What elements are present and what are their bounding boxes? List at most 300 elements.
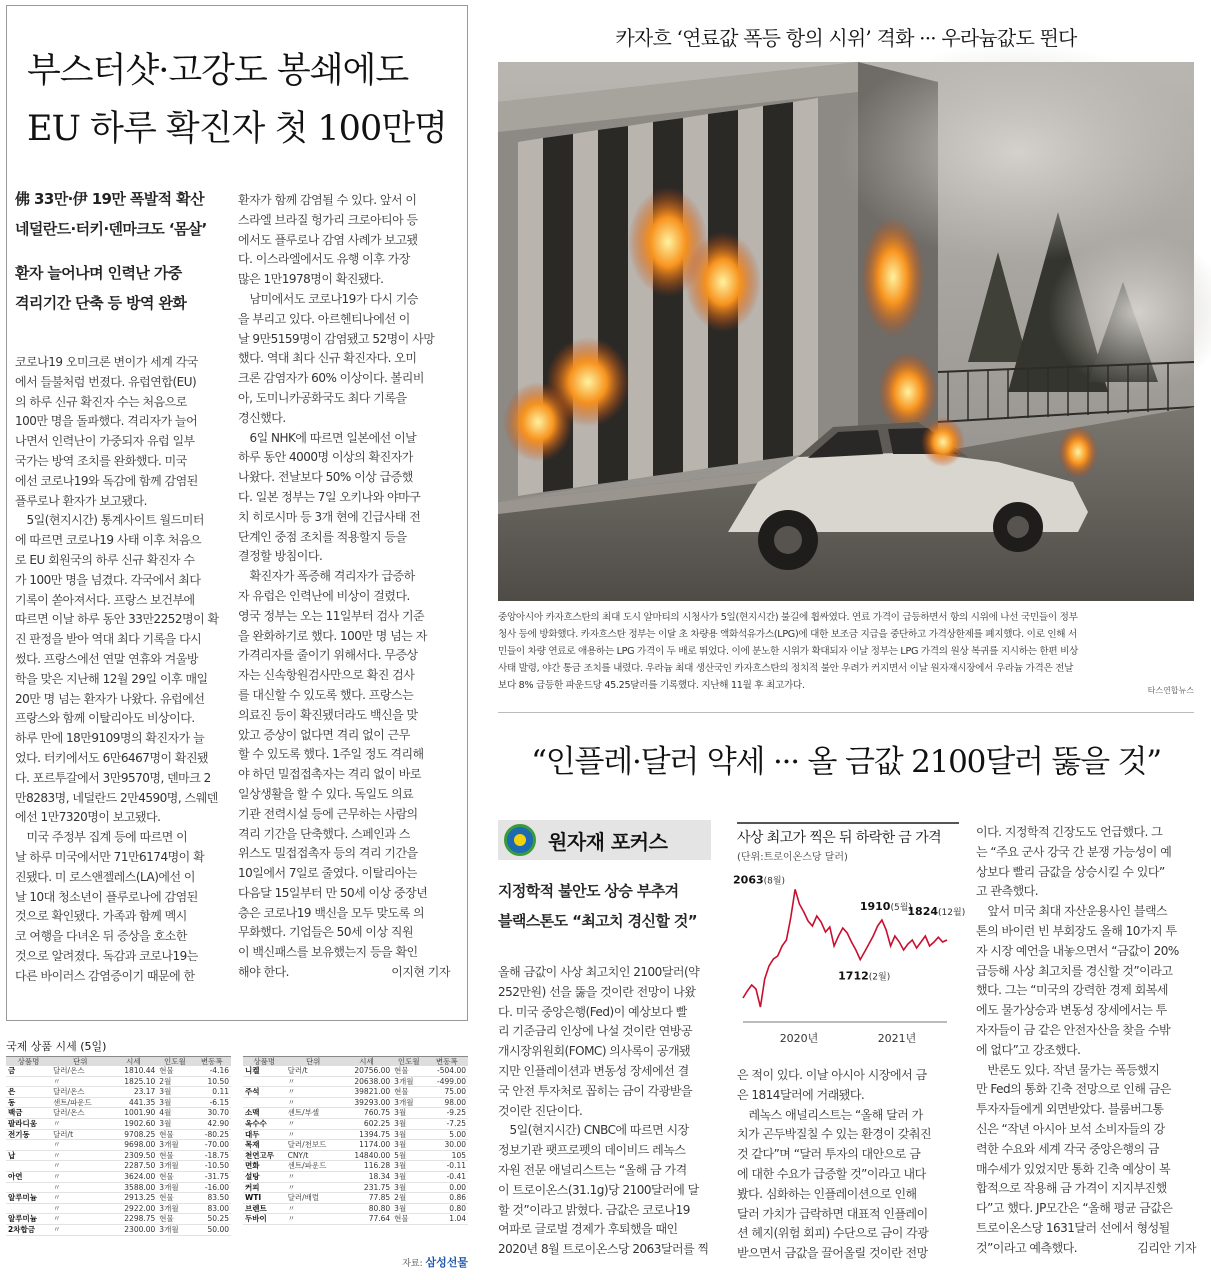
body-line: 프랑스와 함께 이탈리아도 비상이다. — [15, 711, 195, 726]
body-line: 앞서 미국 최대 자산운용사인 블랙스 — [976, 904, 1168, 919]
body-line: 자는 신속항원검사만으로 확진 검사 — [238, 668, 415, 683]
table-cell: 현물 — [392, 1066, 425, 1076]
table-cell: 현물 — [392, 1214, 425, 1225]
col-header: 인도월 — [157, 1057, 192, 1067]
body-line: 보다 8% 급등한 파운드당 45.25달러를 기록했다. 지난해 11월 후 최고가다. — [498, 680, 805, 691]
body-line: 것으로 알려졌다. 독감과 코로나19는 — [15, 948, 198, 963]
table-cell: 3개월 — [157, 1161, 192, 1172]
gold-body-column-1 — [498, 963, 718, 1260]
table-row — [243, 1161, 468, 1172]
table-cell: -6.15 — [192, 1097, 231, 1108]
table-cell: -16.00 — [192, 1182, 231, 1193]
data-label: 2063(8월) — [733, 873, 786, 887]
body-line: 다음달 15일부터 만 50세 이상 중장년 — [238, 885, 428, 900]
table-cell: 80.80 — [341, 1203, 392, 1214]
section-divider — [498, 712, 1194, 713]
col-header: 변동폭 — [425, 1057, 468, 1067]
body-line: 에도 물가상승과 변동성 장세에서는 투 — [976, 1003, 1167, 1018]
body-line: 신은 “작년 아시아 보석 소비자들의 강 — [976, 1121, 1165, 1136]
table-row — [6, 1171, 231, 1182]
table-cell: 알루미늄 — [6, 1214, 51, 1225]
table-row — [6, 1161, 231, 1172]
body-line: 격리 기간을 단축했다. 스페인과 스 — [238, 826, 410, 841]
table-cell: 3개월 — [157, 1203, 192, 1214]
table-row — [6, 1108, 231, 1119]
body-line: 나왔다. 전날보다 50% 이상 급증했 — [238, 470, 413, 485]
body-line: 6일 NHK에 따르면 일본에선 이날 — [238, 430, 417, 445]
body-line: 여파로 글로벌 경제가 후퇴했을 때인 — [498, 1222, 678, 1237]
table-cell: 3월 — [157, 1118, 192, 1129]
body-line: 가격리자를 줄이기 위해서다. 무증상 — [238, 648, 418, 663]
table-cell: 3월 — [392, 1161, 425, 1172]
table-cell: 30.70 — [192, 1108, 231, 1119]
body-line: 100만 명을 돌파했다. 격리자가 늘어 — [15, 414, 198, 429]
table-cell: 0.00 — [425, 1182, 468, 1193]
byline-row — [238, 963, 450, 983]
table-cell: 3월 — [392, 1129, 425, 1140]
gold-body-column-3 — [976, 823, 1196, 1259]
table-cell: 금 — [6, 1066, 51, 1076]
body-line: 은 적이 있다. 이날 아시아 시장에서 금 — [737, 1068, 927, 1082]
table-row — [6, 1087, 231, 1098]
body-line: 치가 곤두박질칠 수 있는 환경이 갖춰진 — [737, 1127, 932, 1142]
body-line: 국 안전 투자처로 꼽히는 금이 각광받을 — [498, 1083, 693, 1098]
table-cell: 현물 — [157, 1214, 192, 1225]
body-line: 에서 들불처럼 번졌다. 유럽연합(EU) — [15, 374, 197, 389]
badge-label: 원자재 포커스 — [548, 829, 668, 854]
body-line: 올해 금값이 사상 최고치인 2100달러(약 — [498, 965, 700, 979]
body-line: 252만원) 선을 뚫을 것이란 전망이 나왔 — [498, 984, 696, 999]
body-line: 날 하루 미국에서만 71만6174명이 확 — [15, 849, 205, 864]
col-header: 변동폭 — [192, 1057, 231, 1067]
table-cell: 83.50 — [192, 1193, 231, 1204]
body-line: 매수세가 있었지만 통화 긴축 예상이 복 — [976, 1161, 1171, 1176]
byline: 이지현 기자 — [391, 965, 450, 980]
table-cell: -80.25 — [192, 1129, 231, 1140]
table-cell: 2298.75 — [109, 1214, 157, 1225]
data-label: 1712(2월) — [838, 969, 891, 983]
table-cell: 아연 — [6, 1171, 51, 1182]
table-row — [6, 1066, 231, 1076]
table-cell: WTI — [243, 1193, 286, 1204]
table-cell: 3월 — [157, 1097, 192, 1108]
table-cell: 〃 — [51, 1193, 109, 1204]
table-cell: 50.00 — [192, 1224, 231, 1235]
body-line: 다. 미국 중앙은행(Fed)이 예상보다 빨 — [498, 1004, 687, 1019]
table-cell: 39821.00 — [341, 1087, 392, 1098]
table-cell: 9708.25 — [109, 1129, 157, 1140]
table-cell: CNY/t — [286, 1150, 341, 1161]
body-line: 스라엘 브라질 헝가리 크로아티아 등 — [238, 212, 418, 227]
table-cell: -9.25 — [425, 1108, 468, 1119]
target-icon — [504, 824, 536, 856]
table-cell: 설탕 — [243, 1171, 286, 1182]
body-line: 에선 1만7320명이 보고됐다. — [15, 810, 161, 825]
table-cell: 1810.44 — [109, 1066, 157, 1076]
body-line: 지만 인플레이션과 변동성 장세에선 결 — [498, 1063, 689, 1078]
article-body-column-1 — [15, 353, 227, 987]
table-cell: -504.00 — [425, 1066, 468, 1076]
chart-title: 사상 최고가 찍은 뒤 하락한 금 가격 — [737, 822, 959, 847]
table-cell: 3개월 — [157, 1182, 192, 1193]
table-cell: 소맥 — [243, 1108, 286, 1119]
body-line: 층은 코로나19 백신을 모두 맞도록 의 — [238, 905, 425, 920]
table-cell: 98.00 — [425, 1097, 468, 1108]
body-line: 만8283명, 네덜란드 2만4590명, 스웨덴 — [15, 790, 218, 805]
body-line: 가 100만 명을 넘겼다. 각국에서 최다 — [15, 572, 201, 587]
table-cell: 3월 — [157, 1087, 192, 1098]
body-line: 야 하던 밀접접촉자는 격리 없이 바로 — [238, 767, 421, 782]
body-line: 무화했다. 기업들은 50세 이상 직원 — [238, 925, 414, 940]
table-cell: 납 — [6, 1150, 51, 1161]
gold-story-headline: “인플레·달러 약세 ··· 올 금값 2100달러 뚫을 것” — [531, 744, 1161, 780]
table-cell: 달러/온스 — [51, 1108, 109, 1119]
table-cell — [6, 1182, 51, 1193]
body-line: 의 하루 신규 확진자 수는 처음으로 — [15, 394, 187, 409]
table-cell: 20756.00 — [341, 1066, 392, 1076]
table-cell: 3624.00 — [109, 1171, 157, 1182]
table-cell: 9698.00 — [109, 1140, 157, 1151]
body-line: 에서도 플루로나 감염 사례가 보고됐 — [238, 232, 418, 247]
col-header: 상품명 — [243, 1057, 286, 1067]
table-cell — [6, 1076, 51, 1087]
body-line: 진됐다. 미 로스앤젤레스(LA)에선 이 — [15, 869, 195, 884]
table-cell: 42.90 — [192, 1118, 231, 1129]
headline-line: EU 하루 확진자 첫 100만명 — [27, 109, 447, 149]
table-cell: 5월 — [392, 1150, 425, 1161]
body-line: 에 없다”고 강조했다. — [976, 1042, 1081, 1057]
table-cell: 현물 — [157, 1171, 192, 1182]
price-table-left — [6, 1056, 231, 1236]
table-cell: 14840.00 — [341, 1150, 392, 1161]
table-cell: 주석 — [243, 1087, 286, 1098]
table-row — [6, 1140, 231, 1151]
body-line: 10일에서 7일로 줄였다. 이탈리아는 — [238, 866, 417, 881]
body-line: 다. 포르투갈에서 3만9570명, 덴마크 2 — [15, 770, 211, 785]
body-line: 자 유럽은 인력난에 비상이 걸렸다. — [238, 588, 410, 603]
body-line: 달러 가치가 급락하면 대표적 인플레이 — [737, 1206, 928, 1221]
table-cell: 3월 — [392, 1108, 425, 1119]
body-line: 이다. 지정학적 긴장도도 언급했다. 그 — [976, 825, 1163, 839]
body-line: 은 1814달러에 거래됐다. — [737, 1087, 865, 1102]
body-line: 코 여행을 다녀온 뒤 증상을 호소한 — [15, 929, 187, 944]
prices-title: 국제 상품 시세 (5일) — [6, 1040, 107, 1053]
table-row — [243, 1214, 468, 1225]
table-cell: 3개월 — [157, 1224, 192, 1235]
body-line: 톤의 바이런 빈 부회장도 올해 10가지 투 — [976, 923, 1177, 938]
table-row — [6, 1203, 231, 1214]
body-line: 단계인 중점 조치를 적용할지 등을 — [238, 529, 407, 544]
col-header: 인도월 — [392, 1057, 425, 1067]
table-cell: 〃 — [51, 1214, 109, 1225]
table-cell: 〃 — [51, 1161, 109, 1172]
table-cell: 팔라디움 — [6, 1118, 51, 1129]
body-line: 다”고 했다. JP모간은 “올해 평균 금값은 — [976, 1201, 1173, 1216]
table-cell: 〃 — [51, 1203, 109, 1214]
table-row — [6, 1224, 231, 1235]
body-line: 력한 수요와 세계 각국 중앙은행의 금 — [976, 1141, 1159, 1156]
table-row — [243, 1140, 468, 1151]
body-line: 반론도 있다. 작년 물가는 폭등했지 — [976, 1062, 1160, 1077]
table-cell: 2287.50 — [109, 1161, 157, 1172]
body-line: 코로나19 오미크론 변이가 세계 각국 — [15, 355, 198, 369]
table-cell: 1001.90 — [109, 1108, 157, 1119]
table-row — [6, 1214, 231, 1225]
table-row — [243, 1087, 468, 1098]
table-cell: 77.64 — [341, 1214, 392, 1225]
body-line: 중앙아시아 카자흐스탄의 최대 도시 알마티의 시청사가 5일(현지시간) 불길에 휩싸였다. 연료 가격이 급등하면서 항의 시위에 나선 국민들이 정부 — [498, 612, 1078, 623]
table-cell: 1394.75 — [341, 1129, 392, 1140]
body-line: 것 같다”며 “달러 투자의 대안으로 금 — [737, 1147, 921, 1162]
table-row — [243, 1182, 468, 1193]
body-line: 치 히로시마 등 3개 현에 긴급사태 전 — [238, 509, 421, 524]
body-line: 했다. 역대 최다 신규 확진자다. 오미 — [238, 351, 417, 366]
body-line: 결정할 방침이다. — [238, 549, 323, 564]
table-cell: 〃 — [51, 1150, 109, 1161]
table-cell: 602.25 — [341, 1118, 392, 1129]
body-line: 크론 감염자가 60% 이상이다. 볼리비 — [238, 371, 424, 386]
byline: 김리안 기자 — [1137, 1240, 1196, 1255]
table-cell: 2300.00 — [109, 1224, 157, 1235]
col-header: 단위 — [51, 1057, 109, 1067]
body-line: 레녹스 애널리스트는 “올해 달러 가 — [737, 1107, 923, 1122]
table-cell: 3월 — [392, 1203, 425, 1214]
table-row — [6, 1118, 231, 1129]
subhead-line: 환자 늘어나며 인력난 가중 — [15, 264, 182, 282]
body-line: 청사 등에 방화했다. 카자흐스탄 정부는 이달 초 차량용 액화석유가스(LPG)에 대한 보조금 지급을 중단하고 가격상한제를 폐지했다. 이로 인해 서 — [498, 629, 1077, 640]
table-row — [243, 1171, 468, 1182]
table-header-row — [243, 1057, 468, 1067]
table-cell: 1902.60 — [109, 1118, 157, 1129]
body-line: 다른 바이러스 감염증이기 때문에 한 — [15, 968, 195, 983]
subhead-line: 지정학적 불안도 상승 부추겨 — [498, 882, 679, 900]
data-label: 1824(12월) — [907, 905, 966, 919]
table-cell: 760.75 — [341, 1108, 392, 1119]
article-subheads — [15, 184, 230, 318]
table-cell: -0.11 — [425, 1161, 468, 1172]
table-row — [243, 1203, 468, 1214]
table-row — [243, 1076, 468, 1087]
table-cell: 현물 — [157, 1066, 192, 1076]
body-line: 트로이온스당 1631달러 선에서 형성될 — [976, 1220, 1170, 1235]
col-header: 상품명 — [6, 1057, 51, 1067]
chart-unit: (단위:트로이온스당 달러) — [737, 852, 848, 863]
table-cell: 〃 — [286, 1076, 341, 1087]
body-line: 개시장위원회(FOMC) 의사록이 공개됐 — [498, 1044, 691, 1059]
body-line: 확진자가 폭증해 격리자가 급증하 — [238, 569, 415, 584]
data-label: 1910(5월) — [859, 900, 912, 913]
table-cell — [6, 1161, 51, 1172]
body-line: 민들이 차량 연료로 애용하는 LPG 가격이 두 배로 뛰었다. 이에 분노한 시위가 확대되자 이날 정부는 LPG 가격의 원상 복귀를 지시하는 한편 비상 — [498, 646, 1079, 657]
body-line: 사태 발령, 야간 통금 조치를 내렸다. 우라늄 최대 생산국인 카자흐스탄의 정치적 불안 우려가 커지면서 이날 원자재시장에서 우라늄 가격은 전날 — [498, 663, 1074, 674]
body-line: 남미에서도 코로나19가 다시 기승 — [238, 291, 418, 306]
table-cell: 〃 — [51, 1224, 109, 1235]
body-line: 경신했다. — [238, 410, 286, 425]
subhead-line: 네덜란드·터키·덴마크도 ‘몸살’ — [15, 220, 207, 238]
table-cell: 면화 — [243, 1161, 286, 1172]
table-cell: 30.00 — [425, 1140, 468, 1151]
table-row — [243, 1129, 468, 1140]
body-line: 에 따르면 코로나19 사태 이후 처음으 — [15, 533, 202, 548]
table-cell: 〃 — [51, 1118, 109, 1129]
body-line: 할 수 있도록 했다. 1주일 정도 격리해 — [238, 747, 424, 762]
table-cell: 대두 — [243, 1129, 286, 1140]
table-cell: 〃 — [286, 1182, 341, 1193]
body-line: 환자가 함께 감염될 수 있다. 앞서 이 — [238, 193, 417, 207]
table-cell: 현물 — [157, 1129, 192, 1140]
table-cell: 〃 — [286, 1171, 341, 1182]
headline-line: 부스터샷·고강도 봉쇄에도 — [27, 51, 409, 91]
table-cell: 〃 — [51, 1140, 109, 1151]
table-cell — [243, 1076, 286, 1087]
table-cell: -7.25 — [425, 1118, 468, 1129]
table-cell — [6, 1140, 51, 1151]
body-line: 날 10대 청소년이 플루로나에 감염된 — [15, 889, 198, 904]
article-body-column-2 — [238, 191, 450, 983]
body-line: 영국 정부는 오는 11일부터 검사 기준 — [238, 608, 425, 623]
table-cell: 2309.50 — [109, 1150, 157, 1161]
table-cell: 3개월 — [157, 1140, 192, 1151]
table-row — [243, 1193, 468, 1204]
table-cell: -499.00 — [425, 1076, 468, 1087]
body-line: 2020년 8월 트로이온스당 2063달러를 찍 — [498, 1242, 709, 1257]
table-cell — [6, 1203, 51, 1214]
table-cell: 달러/천보드 — [286, 1140, 341, 1151]
source-prefix: 자료: — [402, 1259, 423, 1269]
table-row — [6, 1097, 231, 1108]
photo-caption — [498, 609, 1194, 694]
article-headline — [27, 42, 457, 158]
body-line: 상보다 빨리 금값을 상승시킬 수 있다” — [976, 864, 1165, 879]
table-cell: -10.50 — [192, 1161, 231, 1172]
body-line: 이 트로이온스(31.1g)당 2100달러에 달 — [498, 1182, 699, 1197]
source-name: 삼성선물 — [425, 1256, 468, 1269]
body-line: 만 Fed의 통화 긴축 전망으로 인해 금은 — [976, 1082, 1171, 1097]
table-cell: 3월 — [392, 1182, 425, 1193]
table-cell: 3개월 — [392, 1097, 425, 1108]
body-line: 많은 1만1978명이 확진됐다. — [238, 272, 384, 287]
price-table-right — [243, 1056, 468, 1225]
table-cell: 천연고무 — [243, 1150, 286, 1161]
body-line: 기록이 쏟아져서다. 프랑스 보건부에 — [15, 592, 195, 607]
body-line: 하루 만에 18만9109명의 확진자가 늘 — [15, 731, 205, 746]
table-cell: 441.35 — [109, 1097, 157, 1108]
body-line: 로 EU 회원국의 하루 신규 확진자 수 — [15, 552, 195, 567]
table-cell: -18.75 — [192, 1150, 231, 1161]
table-cell: 1174.00 — [341, 1140, 392, 1151]
photo-story-headline: 카자흐 ‘연료값 폭등 항의 시위’ 격화 ··· 우라늄값도 뛴다 — [615, 26, 1077, 50]
table-cell: 전기동 — [6, 1129, 51, 1140]
gold-price-chart — [733, 822, 966, 1054]
body-line: 아, 도미니카공화국도 최다 기록을 — [238, 390, 407, 405]
body-line: 받으면서 금값을 끌어올릴 것이란 전망 — [737, 1246, 928, 1261]
table-cell: 센트/부셸 — [286, 1108, 341, 1119]
table-cell: 달러/온스 — [51, 1066, 109, 1076]
table-cell: 75.00 — [425, 1087, 468, 1098]
table-cell: 〃 — [286, 1097, 341, 1108]
table-cell: 2913.25 — [109, 1193, 157, 1204]
body-line: 다. 이스라엘에서도 유행 이후 가장 — [238, 252, 410, 267]
body-line: 합적으로 작용해 금 가격이 지지부진했 — [976, 1181, 1167, 1196]
table-row — [6, 1150, 231, 1161]
table-cell: 1825.10 — [109, 1076, 157, 1087]
body-line: 이 백신패스를 보유했는지 등을 확인 — [238, 945, 418, 960]
table-cell: 달러/t — [51, 1129, 109, 1140]
col-header: 시세 — [109, 1057, 157, 1067]
table-cell: 센트/파운드 — [51, 1097, 109, 1108]
table-row — [6, 1129, 231, 1140]
body-line: 리 기준금리 인상에 나설 것이란 연방공 — [498, 1024, 693, 1039]
table-cell: 2차합금 — [6, 1224, 51, 1235]
table-cell: 〃 — [51, 1171, 109, 1182]
col-header: 시세 — [341, 1057, 392, 1067]
body-line: 20만 명 넘는 환자가 나왔다. 유럽에선 — [15, 691, 205, 706]
table-cell: 현물 — [157, 1150, 192, 1161]
table-row — [243, 1118, 468, 1129]
table-cell: 1.04 — [425, 1214, 468, 1225]
table-cell: 〃 — [286, 1087, 341, 1098]
body-line: 국가는 방역 조치를 완화했다. 미국 — [15, 453, 187, 468]
x-tick-label: 2021년 — [877, 1032, 917, 1045]
body-line: 일상생활을 할 수 있다. 독일도 의료 — [238, 786, 414, 801]
subhead-line: 佛 33만·伊 19만 폭발적 확산 — [15, 190, 204, 208]
table-cell: 현물 — [157, 1193, 192, 1204]
table-cell: 〃 — [286, 1214, 341, 1225]
table-row — [6, 1193, 231, 1204]
body-line: 것이란 진단이다. — [498, 1103, 583, 1118]
table-cell: 〃 — [51, 1182, 109, 1193]
body-line: 자자들이 금 같은 안전자산을 찾을 수밖 — [976, 1022, 1171, 1037]
table-row — [6, 1182, 231, 1193]
table-cell: 커피 — [243, 1182, 286, 1193]
body-line: 를 대신할 수 있도록 했다. 프랑스는 — [238, 687, 414, 702]
table-cell: 니켈 — [243, 1066, 286, 1076]
table-cell: 3월 — [392, 1140, 425, 1151]
table-cell: 목재 — [243, 1140, 286, 1151]
body-line: 고 관측했다. — [976, 884, 1039, 899]
table-cell: 달러/배럴 — [286, 1193, 341, 1204]
body-line: 것으로 확인됐다. 가족과 함께 멕시 — [15, 909, 187, 924]
body-line: 5일(현지시간) CNBC에 따르면 시장 — [498, 1123, 689, 1138]
table-cell: 〃 — [286, 1129, 341, 1140]
table-cell: 2922.00 — [109, 1203, 157, 1214]
body-line: 션 헤지(위험 회피) 수단으로 금이 각광 — [737, 1226, 929, 1241]
body-line: 따르면 이날 하루 동안 33만2252명이 확 — [15, 612, 219, 627]
body-line: 미국 주정부 집계 등에 따르면 이 — [15, 830, 188, 845]
commodity-prices — [6, 1038, 468, 1274]
table-cell: 20638.00 — [341, 1076, 392, 1087]
table-cell: 두바이 — [243, 1214, 286, 1225]
table-cell: 2월 — [157, 1076, 192, 1087]
table-row — [243, 1097, 468, 1108]
burning-building-photo — [498, 62, 1194, 601]
table-cell: -70.00 — [192, 1140, 231, 1151]
gold-body-column-2 — [737, 1066, 959, 1264]
table-cell: 은 — [6, 1087, 51, 1098]
prices-source — [402, 1254, 468, 1270]
table-cell: 4월 — [157, 1108, 192, 1119]
body-line: 을 부리고 있다. 아르헨티나에선 이 — [238, 311, 410, 326]
table-cell: 231.75 — [341, 1182, 392, 1193]
body-line: 을 완화하기로 했다. 100만 명 넘는 자 — [238, 628, 427, 643]
table-cell: 알루미늄 — [6, 1193, 51, 1204]
table-cell: -4.16 — [192, 1066, 231, 1076]
table-cell: 동 — [6, 1097, 51, 1108]
table-cell: -0.41 — [425, 1171, 468, 1182]
table-cell: 브렌트 — [243, 1203, 286, 1214]
table-cell: 18.34 — [341, 1171, 392, 1182]
byline-row — [976, 1239, 1196, 1259]
